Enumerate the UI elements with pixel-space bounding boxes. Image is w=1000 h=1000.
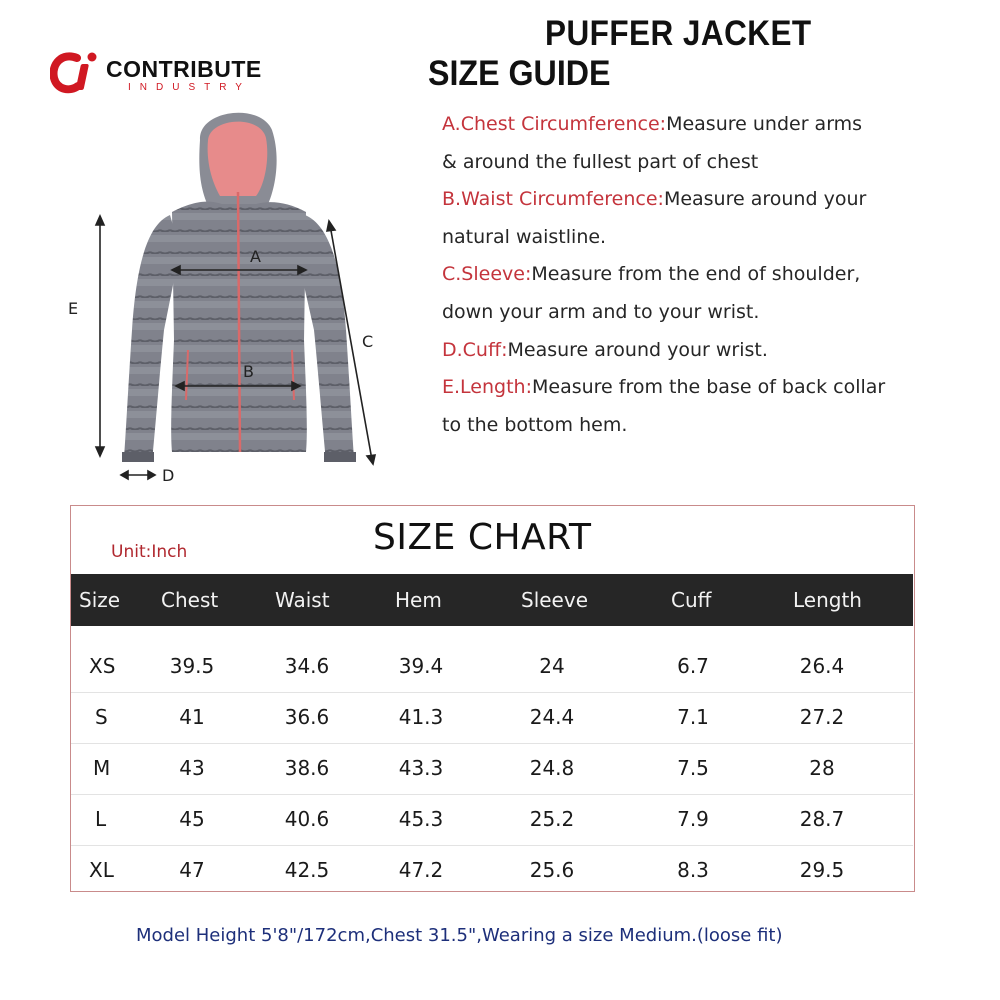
- table-cell: 7.9: [677, 807, 709, 831]
- label-a: A: [250, 247, 261, 266]
- ci-logo-icon: [50, 50, 106, 96]
- guide-line: D.Cuff:Measure around your wrist.: [442, 338, 768, 361]
- table-cell: 24.4: [529, 705, 575, 729]
- table-cell: 25.2: [529, 807, 575, 831]
- jacket-diagram: [60, 100, 400, 495]
- column-header: Waist: [275, 588, 330, 612]
- table-cell: 29.5: [799, 858, 845, 882]
- table-row: [71, 846, 913, 896]
- guide-line: down your arm and to your wrist.: [442, 300, 760, 323]
- brand-logo: [50, 50, 300, 100]
- page-subtitle: SIZE GUIDE: [428, 54, 611, 93]
- table-cell: 38.6: [284, 756, 330, 780]
- label-e: E: [68, 299, 79, 318]
- table-cell: 27.2: [799, 705, 845, 729]
- table-cell: 45: [179, 807, 205, 831]
- table-cell: 45.3: [398, 807, 444, 831]
- table-cell: 25.6: [529, 858, 575, 882]
- unit-label: Unit:Inch: [111, 542, 188, 562]
- model-info-note: Model Height 5'8"/172cm,Chest 31.5",Wearing a size Medium.(loose fit): [136, 925, 783, 946]
- column-header: Chest: [161, 588, 219, 612]
- table-cell: 7.5: [677, 756, 709, 780]
- table-cell: 41: [179, 705, 205, 729]
- table-cell: 39.5: [169, 654, 215, 678]
- guide-line: C.Sleeve:Measure from the end of shoulder,: [442, 263, 861, 286]
- table-cell: M: [93, 756, 111, 780]
- column-header: Cuff: [671, 588, 712, 612]
- table-cell: 28.7: [799, 807, 845, 831]
- table-cell: 42.5: [284, 858, 330, 882]
- table-cell: 7.1: [677, 705, 709, 729]
- column-header: Length: [793, 588, 862, 612]
- guide-line: B.Waist Circumference:Measure around your: [442, 188, 867, 211]
- table-cell: 43: [179, 756, 205, 780]
- guide-line: E.Length:Measure from the base of back collar: [442, 376, 886, 399]
- column-header: Sleeve: [521, 588, 589, 612]
- guide-line: to the bottom hem.: [442, 413, 628, 436]
- hood-lining: [208, 122, 268, 196]
- table-cell: XS: [89, 654, 116, 678]
- table-cell: 43.3: [398, 756, 444, 780]
- table-row: [71, 693, 913, 744]
- table-row: [71, 795, 913, 846]
- brand-tagline: INDUSTRY: [128, 82, 251, 93]
- table-cell: 24: [539, 654, 565, 678]
- table-cell: 41.3: [398, 705, 444, 729]
- table-row: [71, 744, 913, 795]
- brand-name: CONTRIBUTE: [106, 56, 262, 82]
- guide-line: & around the fullest part of chest: [442, 150, 759, 173]
- table-cell: L: [95, 807, 107, 831]
- table-cell: XL: [89, 858, 114, 882]
- size-chart: [70, 505, 915, 892]
- table-cell: 24.8: [529, 756, 575, 780]
- table-cell: 36.6: [284, 705, 330, 729]
- page-title: PUFFER JACKET: [545, 14, 812, 53]
- table-header: [71, 574, 913, 626]
- table-row: [71, 642, 913, 693]
- table-cell: 28: [809, 756, 835, 780]
- table-cell: 34.6: [284, 654, 330, 678]
- column-header: Hem: [395, 588, 442, 612]
- guide-line: natural waistline.: [442, 225, 607, 248]
- size-chart-title: SIZE CHART: [373, 517, 592, 558]
- table-cell: 47.2: [398, 858, 444, 882]
- table-cell: 26.4: [799, 654, 845, 678]
- table-cell: 39.4: [398, 654, 444, 678]
- guide-line: A.Chest Circumference:Measure under arms: [442, 113, 863, 135]
- table-cell: 47: [179, 858, 205, 882]
- label-d: D: [162, 466, 175, 485]
- table-cell: 6.7: [677, 654, 709, 678]
- column-header: Size: [79, 588, 121, 612]
- label-b: B: [243, 362, 254, 381]
- table-cell: S: [95, 705, 108, 729]
- label-c: C: [362, 332, 374, 351]
- table-cell: 40.6: [284, 807, 330, 831]
- table-cell: 8.3: [677, 858, 709, 882]
- size-guide-text: [442, 106, 982, 444]
